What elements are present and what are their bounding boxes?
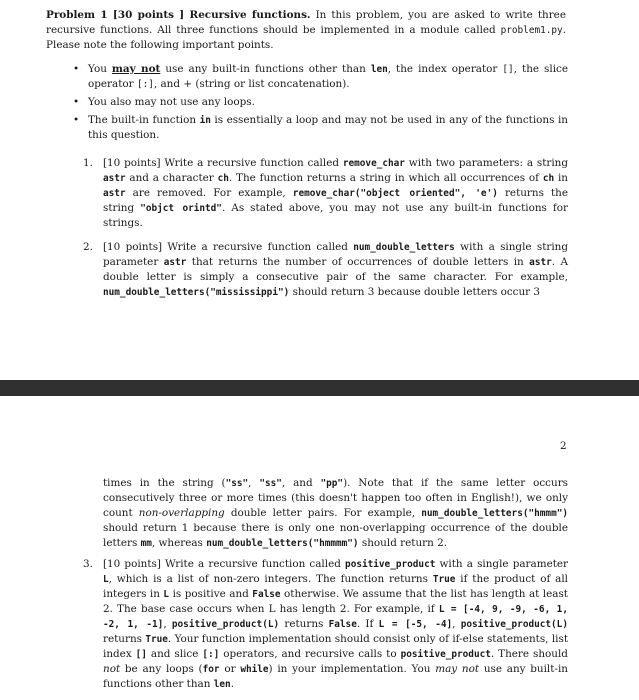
module-name: problem1.py	[500, 25, 563, 36]
list-item: • You may not use any built-in functions other than len, the index operator [], the slice operator [:], and + (string or list concatenation).	[73, 63, 568, 90]
important-points-list	[73, 62, 568, 146]
bullet-icon: •	[73, 96, 80, 108]
page-2	[0, 396, 639, 700]
task-remove-char: 1. [10 points] Write a recursive function called remove_char with two parameters: a string astr and a character ch. The function returns a string in which all occurrences of ch in astr are removed. For example, remove_char("object oriented", 'e') returns the string "objct orintd". As stated above, you may not use any built-in functions for strings.	[83, 157, 569, 229]
task-positive-product: 3. [10 points] Write a recursive function called positive_product with a single parameter L, which is a list of non-zero integers. The function returns True if the product of all integers in L is positive and False otherwise. We assume that the list has length at least 2. The base case occurs when L has length 2. For example, if L = [-4, 9, -9, -6, 1, -2, 1, -1], positive_product(L) returns False. If L = [-5, -4], positive_product(L) returns True. Your function implementation should consist only of if-else statements, list index [] and slice [:] operators, and recursive calls to positive_product. There should not be any loops (for or while) in your implementation. You may not use any built-in functions other than len.	[83, 558, 569, 690]
problem-intro: Problem 1 [30 points ] Recursive functions. In this problem, you are asked to write three recursive functions. All three functions should be implemented in a module called problem1.py. Please note the following important points.	[46, 9, 566, 51]
task-2-continued: times in the string ("ss", "ss", and "pp"). Note that if the same letter occurs consecutively three or more times (this doesn't happen too often in English!), we only count non-overlapping double letter pairs. For example, num_double_letters("hmmm") should return 1 because there is only one non-overlapping occurrence of the double letters mm, whereas num_double_letters("hmmmm") should return 2.	[103, 477, 568, 549]
list-item: • You also may not use any loops.	[73, 96, 255, 108]
page-divider	[0, 380, 639, 396]
bullet-icon: •	[73, 114, 80, 126]
page-number: 2	[560, 440, 567, 452]
problem-heading: Problem 1 [30 points ] Recursive functions.	[46, 9, 311, 21]
bullet-icon: •	[73, 63, 80, 75]
list-item: • The built-in function in is essentially a loop and may not be used in any of the functions in this question.	[73, 114, 568, 141]
task-num-double-letters: 2. [10 points] Write a recursive function called num_double_letters with a single string parameter astr that returns the number of occurrences of double letters in astr. A double letter is simply a consecutive pair of the same character. For example, num_double_letters("mississippi") should return 3 because double letters occur 3	[83, 241, 569, 298]
